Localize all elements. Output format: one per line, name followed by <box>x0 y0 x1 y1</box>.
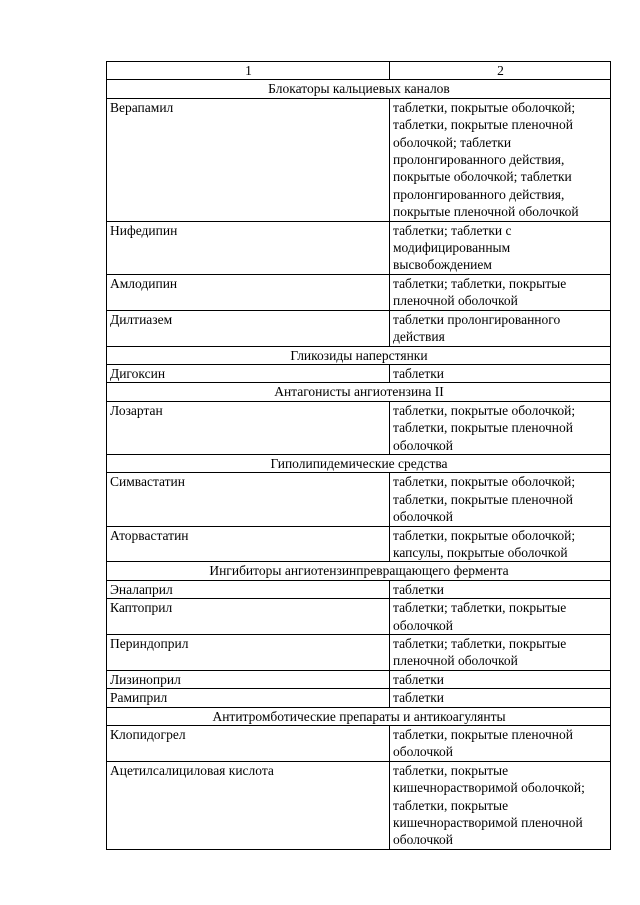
table-row <box>107 473 611 526</box>
drug-name-cell: Верапамил <box>107 98 390 221</box>
dosage-form-cell: таблетки; таблетки, покрытые пленочной оболочкой <box>390 274 611 310</box>
drug-name-cell: Клопидогрел <box>107 726 390 762</box>
group-title: Блокаторы кальциевых каналов <box>107 80 611 98</box>
table-row <box>107 689 611 707</box>
dosage-form-cell: таблетки <box>390 689 611 707</box>
group-header-row <box>107 562 611 580</box>
group-title: Гиполипидемические средства <box>107 454 611 472</box>
table-row <box>107 599 611 635</box>
drug-name-cell: Ацетилсалициловая кислота <box>107 761 390 849</box>
dosage-form-cell: таблетки, покрытые оболочкой; капсулы, покрытые оболочкой <box>390 526 611 562</box>
drug-name-cell: Эналаприл <box>107 580 390 598</box>
dosage-form-cell: таблетки; таблетки с модифицированным высвобождением <box>390 221 611 274</box>
table-row <box>107 726 611 762</box>
dosage-form-cell: таблетки; таблетки, покрытые пленочной оболочкой <box>390 635 611 671</box>
dosage-form-cell: таблетки, покрытые оболочкой; таблетки, покрытые пленочной оболочкой; таблетки пролонгированного действия, покрытые оболочкой; таблетки пролонгированного действия, покрытые пленочной оболочкой <box>390 98 611 221</box>
dosage-form-cell: таблетки пролонгированного действия <box>390 310 611 346</box>
drug-name-cell: Дилтиазем <box>107 310 390 346</box>
dosage-form-cell: таблетки, покрытые кишечнорастворимой оболочкой; таблетки, покрытые кишечнорастворимой пленочной оболочкой <box>390 761 611 849</box>
group-title: Гликозиды наперстянки <box>107 346 611 364</box>
table-row <box>107 274 611 310</box>
table-row <box>107 580 611 598</box>
group-title: Антагонисты ангиотензина II <box>107 383 611 401</box>
drug-name-cell: Лизиноприл <box>107 670 390 688</box>
table-row <box>107 635 611 671</box>
table-row <box>107 761 611 849</box>
column-header-1: 1 <box>107 62 390 80</box>
drug-name-cell: Лозартан <box>107 401 390 454</box>
group-header-row <box>107 346 611 364</box>
table-row <box>107 310 611 346</box>
table-row <box>107 98 611 221</box>
dosage-form-cell: таблетки <box>390 670 611 688</box>
dosage-form-cell: таблетки <box>390 364 611 382</box>
drug-name-cell: Каптоприл <box>107 599 390 635</box>
dosage-form-cell: таблетки <box>390 580 611 598</box>
drug-table <box>106 61 611 850</box>
group-header-row <box>107 454 611 472</box>
dosage-form-cell: таблетки, покрытые пленочной оболочкой <box>390 726 611 762</box>
column-header-2: 2 <box>390 62 611 80</box>
header-row <box>107 62 611 80</box>
drug-name-cell: Рамиприл <box>107 689 390 707</box>
drug-table-body <box>107 62 611 850</box>
group-header-row <box>107 80 611 98</box>
drug-name-cell: Нифедипин <box>107 221 390 274</box>
group-header-row <box>107 383 611 401</box>
dosage-form-cell: таблетки; таблетки, покрытые оболочкой <box>390 599 611 635</box>
table-row <box>107 364 611 382</box>
group-title: Антитромботические препараты и антикоагулянты <box>107 707 611 725</box>
drug-name-cell: Амлодипин <box>107 274 390 310</box>
drug-name-cell: Дигоксин <box>107 364 390 382</box>
group-title: Ингибиторы ангиотензинпревращающего фермента <box>107 562 611 580</box>
dosage-form-cell: таблетки, покрытые оболочкой; таблетки, покрытые пленочной оболочкой <box>390 401 611 454</box>
table-row <box>107 526 611 562</box>
table-row <box>107 221 611 274</box>
drug-name-cell: Симвастатин <box>107 473 390 526</box>
dosage-form-cell: таблетки, покрытые оболочкой; таблетки, покрытые пленочной оболочкой <box>390 473 611 526</box>
table-row <box>107 670 611 688</box>
group-header-row <box>107 707 611 725</box>
table-row <box>107 401 611 454</box>
drug-name-cell: Периндоприл <box>107 635 390 671</box>
drug-name-cell: Аторвастатин <box>107 526 390 562</box>
